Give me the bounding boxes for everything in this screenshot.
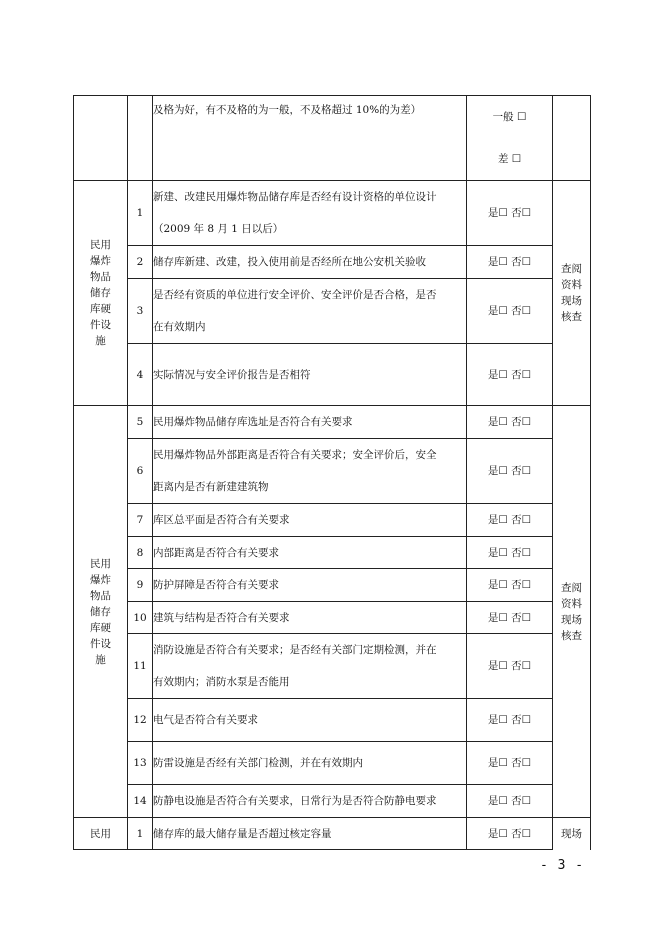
- category-cell: 民用: [74, 818, 128, 850]
- item-text: 电气是否符合有关要求: [153, 699, 467, 742]
- table-row: [74, 569, 591, 602]
- table-row: [74, 634, 591, 699]
- item-text: 库区总平面是否符合有关要求: [153, 504, 467, 537]
- method-cell: 查阅 资料 现场 核查: [553, 181, 591, 406]
- method-cell-empty: [553, 96, 591, 181]
- yes-no-checkbox[interactable]: 是☐ 否☐: [467, 699, 553, 742]
- method-cell: 查阅 资料 现场 核查: [553, 406, 591, 818]
- yes-no-checkbox[interactable]: 是☐ 否☐: [467, 569, 553, 602]
- item-text: 消防设施是否符合有关要求；是否经有关部门定期检测，并在 有效期内；消防水泵是否能用: [153, 634, 467, 699]
- item-text: 民用爆炸物品储存库选址是否符合有关要求: [153, 406, 467, 439]
- rating-option-poor[interactable]: 差 ☐: [497, 153, 522, 165]
- row-number: 7: [128, 504, 153, 537]
- row-number: 2: [128, 246, 153, 279]
- item-text: 民用爆炸物品外部距离是否符合有关要求；安全评价后，安全 距离内是否有新建建筑物: [153, 439, 467, 504]
- rating-option-general[interactable]: 一般 ☐: [492, 111, 527, 123]
- item-text: 新建、改建民用爆炸物品储存库是否经有设计资格的单位设计 （2009 年 8 月 1 日以后）: [153, 181, 467, 246]
- row-number: 11: [128, 634, 153, 699]
- row-number: 12: [128, 699, 153, 742]
- yes-no-checkbox[interactable]: 是☐ 否☐: [467, 439, 553, 504]
- row-number: 1: [128, 818, 153, 850]
- row-number: 13: [128, 742, 153, 785]
- category-cell: 民用 爆炸 物品 储存 库硬 件设 施: [74, 406, 128, 818]
- item-text: 防护屏障是否符合有关要求: [153, 569, 467, 602]
- rating-options: [467, 96, 553, 181]
- table-row: [74, 602, 591, 634]
- table-row: [74, 279, 591, 344]
- yes-no-checkbox[interactable]: 是☐ 否☐: [467, 634, 553, 699]
- row-number: 5: [128, 406, 153, 439]
- table-row: [74, 439, 591, 504]
- yes-no-checkbox[interactable]: 是☐ 否☐: [467, 181, 553, 246]
- table-row: [74, 181, 591, 246]
- yes-no-checkbox[interactable]: 是☐ 否☐: [467, 742, 553, 785]
- yes-no-checkbox[interactable]: 是☐ 否☐: [467, 246, 553, 279]
- method-cell: 现场: [553, 818, 591, 850]
- table-row: [74, 742, 591, 785]
- row-number: 9: [128, 569, 153, 602]
- table-row: [74, 96, 591, 181]
- page-number: - 3 -: [540, 858, 585, 873]
- table-row: [74, 344, 591, 406]
- table-row: [74, 504, 591, 537]
- inspection-table: [73, 95, 591, 850]
- item-text: 建筑与结构是否符合有关要求: [153, 602, 467, 634]
- yes-no-checkbox[interactable]: 是☐ 否☐: [467, 818, 553, 850]
- category-cell: 民用 爆炸 物品 储存 库硬 件设 施: [74, 181, 128, 406]
- row-number: 1: [128, 181, 153, 246]
- table-row: [74, 537, 591, 569]
- table-row: [74, 785, 591, 818]
- item-text: 防雷设施是否经有关部门检测，并在有效期内: [153, 742, 467, 785]
- table-row: [74, 246, 591, 279]
- yes-no-checkbox[interactable]: 是☐ 否☐: [467, 504, 553, 537]
- row-number: 10: [128, 602, 153, 634]
- item-text: 内部距离是否符合有关要求: [153, 537, 467, 569]
- number-cell-empty: [128, 96, 153, 181]
- table-row: [74, 818, 591, 850]
- yes-no-checkbox[interactable]: 是☐ 否☐: [467, 279, 553, 344]
- table-row: [74, 699, 591, 742]
- row-number: 4: [128, 344, 153, 406]
- yes-no-checkbox[interactable]: 是☐ 否☐: [467, 344, 553, 406]
- row-number: 6: [128, 439, 153, 504]
- item-text: 及格为好，有不及格的为一般，不及格超过 10%的为差）: [153, 96, 467, 181]
- category-cell-empty: [74, 96, 128, 181]
- item-text: 防静电设施是否符合有关要求，日常行为是否符合防静电要求: [153, 785, 467, 818]
- yes-no-checkbox[interactable]: 是☐ 否☐: [467, 406, 553, 439]
- yes-no-checkbox[interactable]: 是☐ 否☐: [467, 537, 553, 569]
- table-row: [74, 406, 591, 439]
- row-number: 8: [128, 537, 153, 569]
- yes-no-checkbox[interactable]: 是☐ 否☐: [467, 602, 553, 634]
- yes-no-checkbox[interactable]: 是☐ 否☐: [467, 785, 553, 818]
- item-text: 实际情况与安全评价报告是否相符: [153, 344, 467, 406]
- row-number: 3: [128, 279, 153, 344]
- item-text: 储存库的最大储存量是否超过核定容量: [153, 818, 467, 850]
- item-text: 储存库新建、改建，投入使用前是否经所在地公安机关验收: [153, 246, 467, 279]
- row-number: 14: [128, 785, 153, 818]
- item-text: 是否经有资质的单位进行安全评价、安全评价是否合格，是否 在有效期内: [153, 279, 467, 344]
